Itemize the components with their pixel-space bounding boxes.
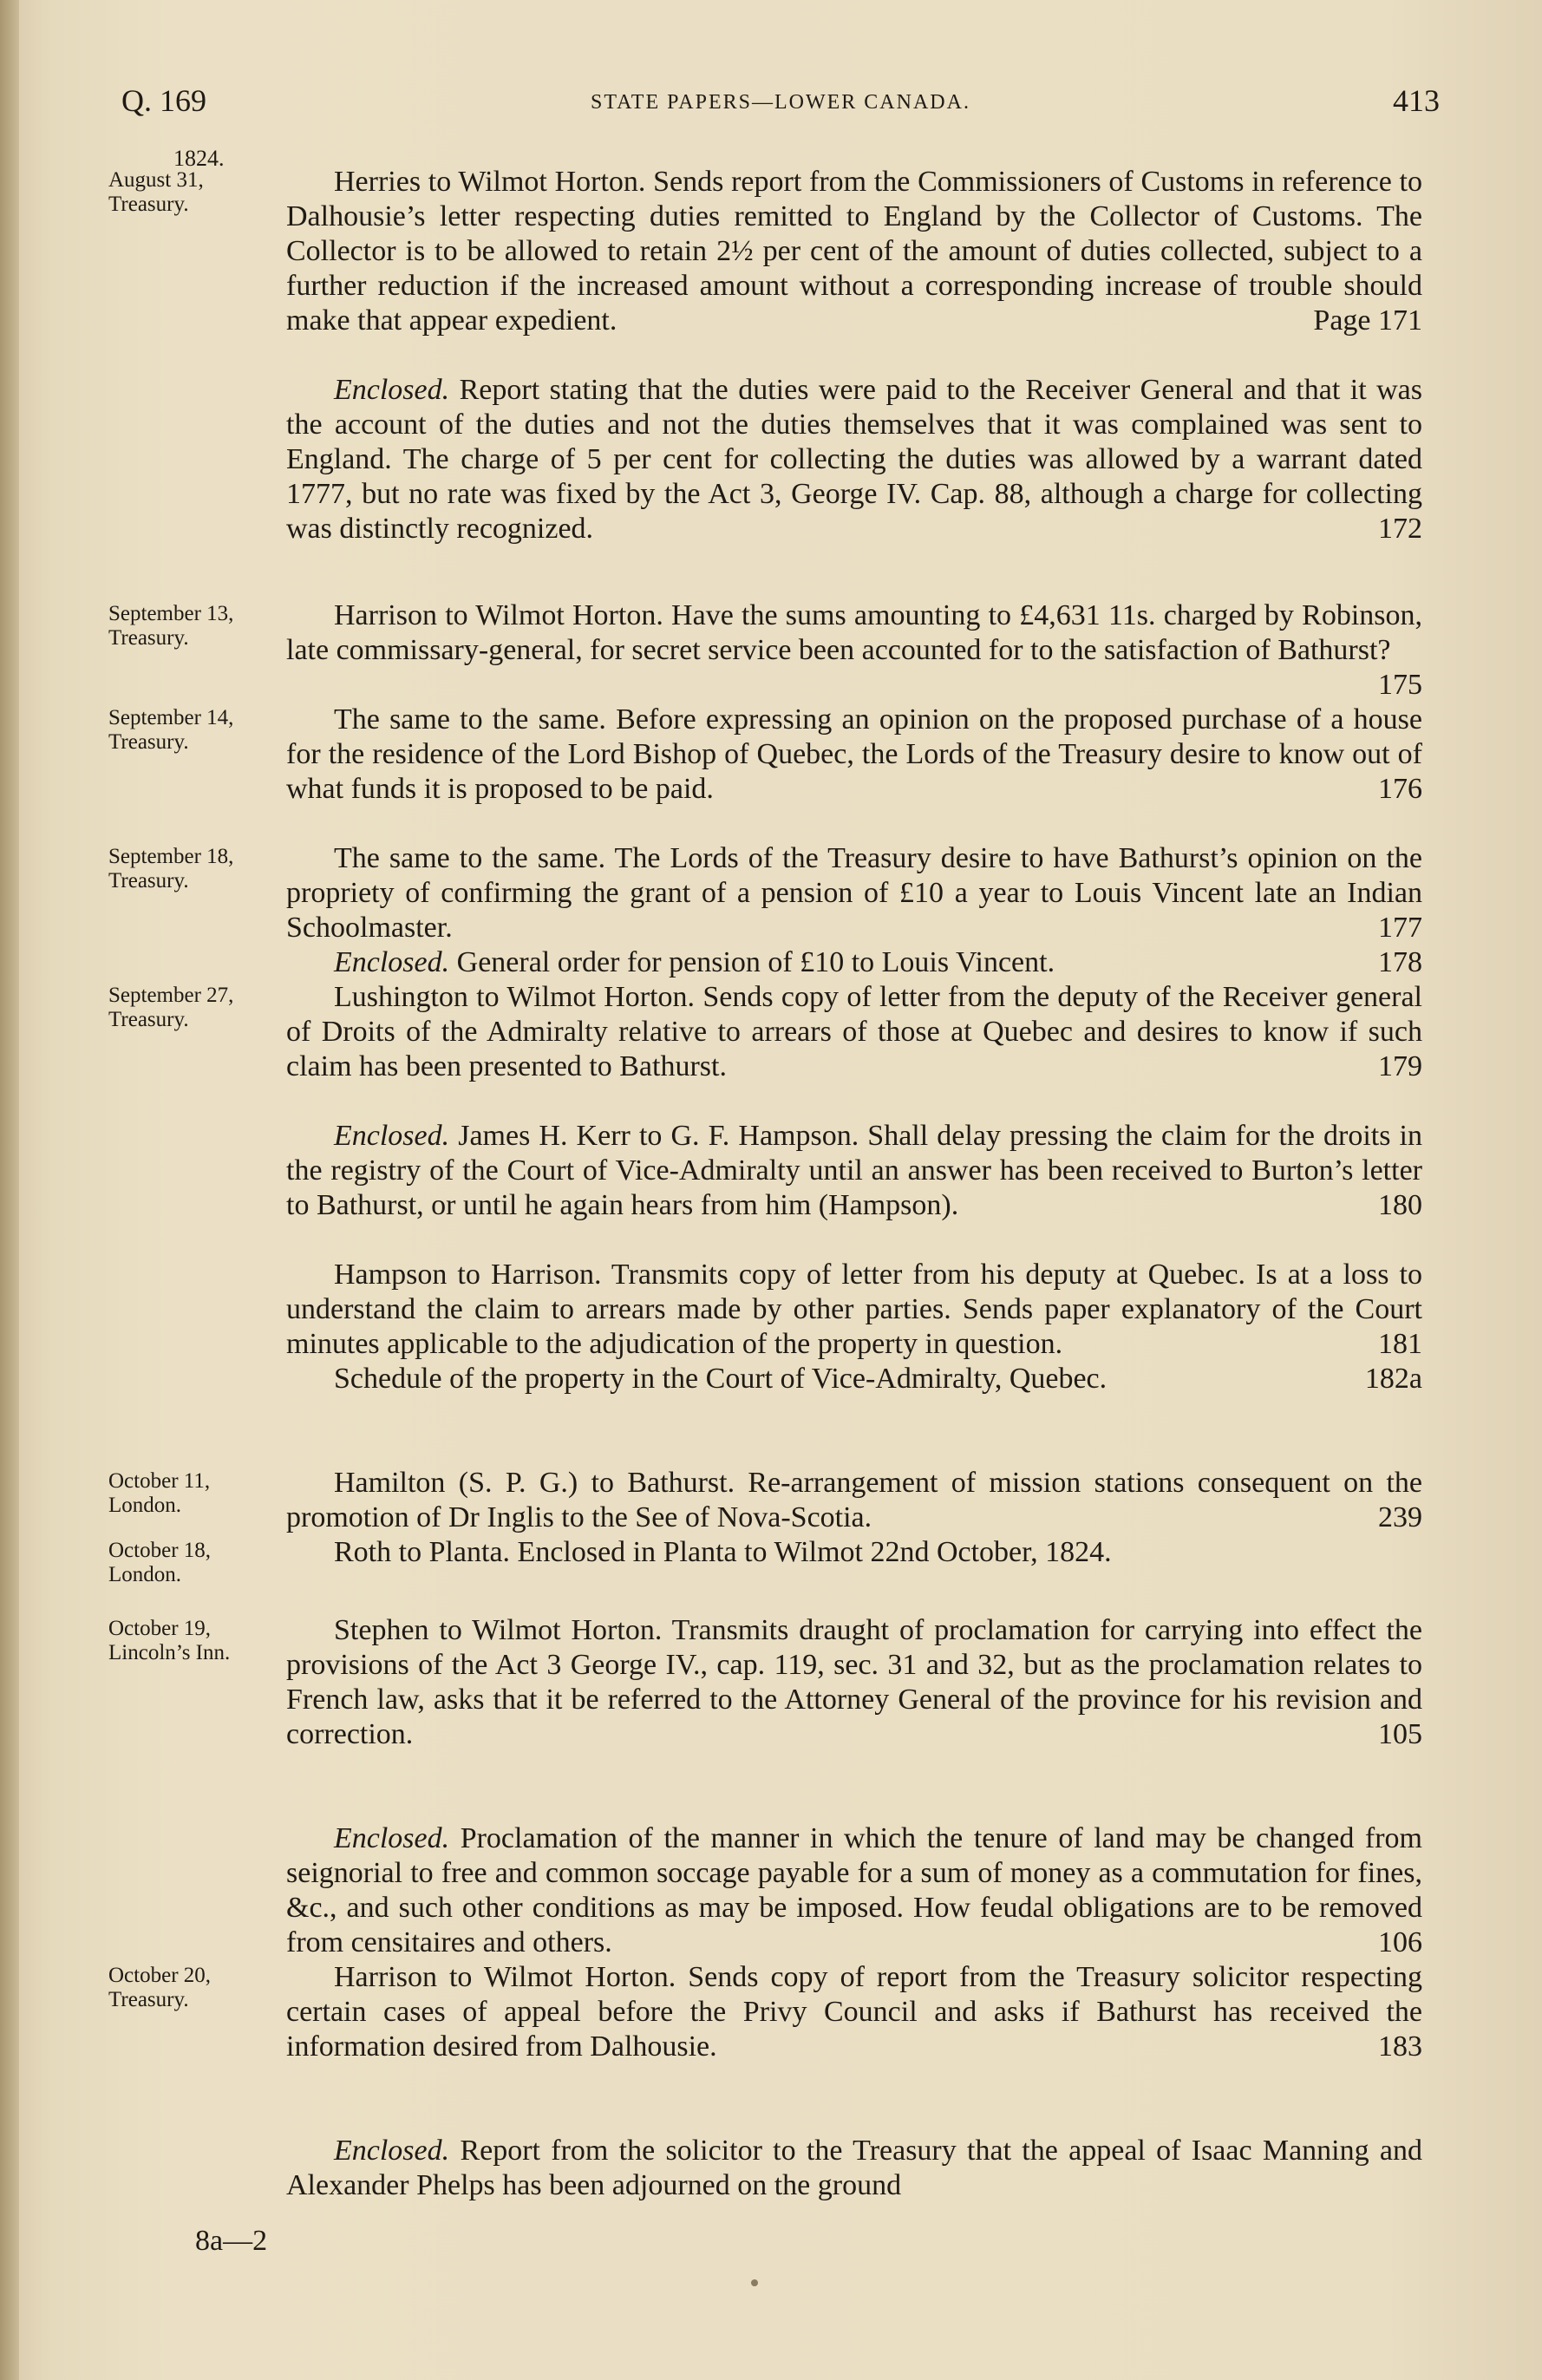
page-reference: 172: [1378, 513, 1422, 545]
entry-place: Treasury.: [108, 1008, 189, 1031]
entry-paragraph: [286, 1362, 1422, 1396]
entry-paragraph: [286, 598, 1422, 703]
page-reference: Page 171: [1313, 304, 1422, 337]
entry-place: London.: [108, 1563, 182, 1586]
entry-paragraph: [286, 1119, 1422, 1223]
page-reference: 179: [1378, 1050, 1422, 1082]
entry-paragraph: [286, 1613, 1422, 1752]
margin-date: [108, 706, 282, 755]
entry-text: James H. Kerr to G. F. Hampson. Shall delay pressing the claim for the droits in the registry of the Court of Vice-Admiralty until an answer has been received to Burton’s letter to Bathurst, or until he again hears from him (Hampson).: [286, 1120, 1422, 1221]
book-spine-shadow: [0, 0, 19, 2380]
entry-date: September 18,: [108, 845, 234, 868]
margin-date: [108, 845, 282, 893]
enclosed-label: Enclosed.: [334, 2135, 450, 2167]
entry-place: Treasury.: [108, 730, 189, 754]
entry-place: Treasury.: [108, 193, 189, 216]
entry-place: Treasury.: [108, 1988, 189, 2011]
page-reference: 239: [1378, 1501, 1422, 1533]
entry-place: Treasury.: [108, 626, 189, 650]
signature-mark: 8a—2: [195, 2225, 268, 2257]
entry-date: October 19,: [108, 1617, 212, 1640]
enclosed-label: Enclosed.: [334, 1120, 450, 1152]
entry-text: Harrison to Wilmot Horton. Have the sums amounting to £4,631 11s. charged by Robinson, late commissary-general, for secret service been accounted for to the satisfaction of Bathurst?: [286, 599, 1422, 666]
entry-date: August 31,: [108, 168, 204, 192]
entry-paragraph: [286, 980, 1422, 1084]
enclosed-label: Enclosed.: [334, 946, 450, 978]
entry-text: Report stating that the duties were paid to the Receiver General and that it was the account of the duties and not the duties themselves that it was complained was sent to England. The charge of 5 per cent for collecting the duties was allowed by a warrant dated 1777, but no rate was fixed by the Act 3, George IV. Cap. 88, although a charge for collecting was distinctly recognized.: [286, 374, 1423, 545]
margin-date: [108, 1964, 282, 2012]
entry-date: September 27,: [108, 984, 234, 1007]
entry-text: The same to the same. Before expressing an opinion on the proposed purchase of a house for the residence of the Lord Bishop of Quebec, the Lords of the Treasury desire to know out of what funds it is proposed to be paid.: [286, 703, 1422, 805]
entry-text: Lushington to Wilmot Horton. Sends copy of letter from the deputy of the Receiver general of Droits of the Admiralty relative to arrears of those at Quebec and desires to know if such claim has been presented to Bathurst.: [286, 981, 1422, 1082]
margin-date: [108, 984, 282, 1032]
entry-text: Stephen to Wilmot Horton. Transmits draught of proclamation for carrying into effect the provisions of the Act 3 George IV., cap. 119, sec. 31 and 32, but as the proclamation relates to French law, asks that it be referred to the Attorney General of the province for his revision and correction.: [286, 1614, 1422, 1750]
page-number: 413: [1393, 83, 1440, 118]
entry-paragraph: [286, 1960, 1422, 2064]
enclosed-label: Enclosed.: [334, 374, 450, 406]
margin-date: [108, 602, 282, 651]
page-reference: 178: [1378, 946, 1422, 978]
page-reference: 177: [1378, 912, 1422, 944]
page-reference: 181: [1378, 1328, 1422, 1360]
page-reference: 176: [1378, 773, 1422, 805]
entry-paragraph: [286, 165, 1422, 338]
entry-date: October 20,: [108, 1964, 212, 1987]
entry-text: Herries to Wilmot Horton. Sends report from the Commissioners of Customs in reference to Dalhousie’s letter respecting duties remitted to England by the Collector of Customs. The Collector is to be allowed to retain 2½ per cent of the amount of duties collected, subject to a further reduction if the increased amount without a corresponding increase of trouble should make that appear expedient.: [286, 166, 1422, 337]
entry-text: Hamilton (S. P. G.) to Bathurst. Re-arrangement of mission stations consequent on the promotion of Dr Inglis to the See of Nova-Scotia.: [286, 1467, 1422, 1533]
entry-text: Report from the solicitor to the Treasury that the appeal of Isaac Manning and Alexander Phelps has been adjourned on the ground: [286, 2135, 1423, 2201]
running-title: STATE PAPERS—LOWER CANADA.: [591, 91, 970, 114]
entry-paragraph: [286, 945, 1422, 980]
volume-reference: Q. 169: [121, 83, 206, 118]
entry-paragraph: [286, 1466, 1422, 1535]
entry-paragraph: [286, 841, 1422, 945]
page-reference: 175: [1378, 669, 1422, 701]
margin-date: [108, 1617, 282, 1665]
year-heading: 1824.: [173, 146, 225, 171]
entry-paragraph: [286, 1535, 1422, 1570]
entry-date: October 11,: [108, 1469, 211, 1493]
entry-place: Treasury.: [108, 869, 189, 892]
entry-text: General order for pension of £10 to Louis Vincent.: [456, 946, 1055, 978]
entry-place: Lincoln’s Inn.: [108, 1641, 231, 1664]
enclosed-label: Enclosed.: [334, 1822, 450, 1854]
page-reference: 180: [1378, 1189, 1422, 1221]
entry-text: Harrison to Wilmot Horton. Sends copy of report from the Treasury solicitor respecting certain cases of appeal before the Privy Council and asks if Bathurst has received the information desired from Dalhousie.: [286, 1961, 1422, 2063]
entry-date: September 14,: [108, 706, 234, 729]
entry-paragraph: [286, 373, 1422, 546]
paper-blemish: [751, 2279, 758, 2286]
entry-text: Proclamation of the manner in which the tenure of land may be changed from seignorial to free and common soccage payable for a sum of money as a commutation for fines, &c., and such other conditions as may be imposed. How feudal obligations are to be removed from censitaires and others.: [286, 1822, 1422, 1958]
page-reference: 105: [1378, 1718, 1422, 1750]
entry-paragraph: [286, 1821, 1422, 1960]
entry-text: The same to the same. The Lords of the Treasury desire to have Bathurst’s opinion on the propriety of confirming the grant of a pension of £10 a year to Louis Vincent late an Indian Schoolmaster.: [286, 842, 1422, 944]
margin-date: [108, 1539, 282, 1587]
margin-date: [108, 168, 282, 217]
page-reference: 183: [1378, 2030, 1422, 2063]
entry-paragraph: [286, 1258, 1422, 1362]
entry-text: Roth to Planta. Enclosed in Planta to Wilmot 22nd October, 1824.: [334, 1536, 1112, 1568]
entry-text: Schedule of the property in the Court of Vice-Admiralty, Quebec.: [334, 1363, 1107, 1395]
entry-place: London.: [108, 1494, 182, 1517]
entry-date: October 18,: [108, 1539, 212, 1562]
entry-date: September 13,: [108, 602, 234, 625]
entry-paragraph: [286, 703, 1422, 807]
entry-paragraph: [286, 2134, 1422, 2203]
page-reference: 182a: [1364, 1363, 1422, 1395]
margin-date: [108, 1469, 282, 1518]
page-header: [121, 82, 1440, 126]
entry-text: Hampson to Harrison. Transmits copy of letter from his deputy at Quebec. Is at a loss to understand the claim to arrears made by other parties. Sends paper explanatory of the Court minutes applicable to the adjudication of the property in question.: [286, 1259, 1422, 1360]
page-reference: 106: [1378, 1926, 1422, 1958]
